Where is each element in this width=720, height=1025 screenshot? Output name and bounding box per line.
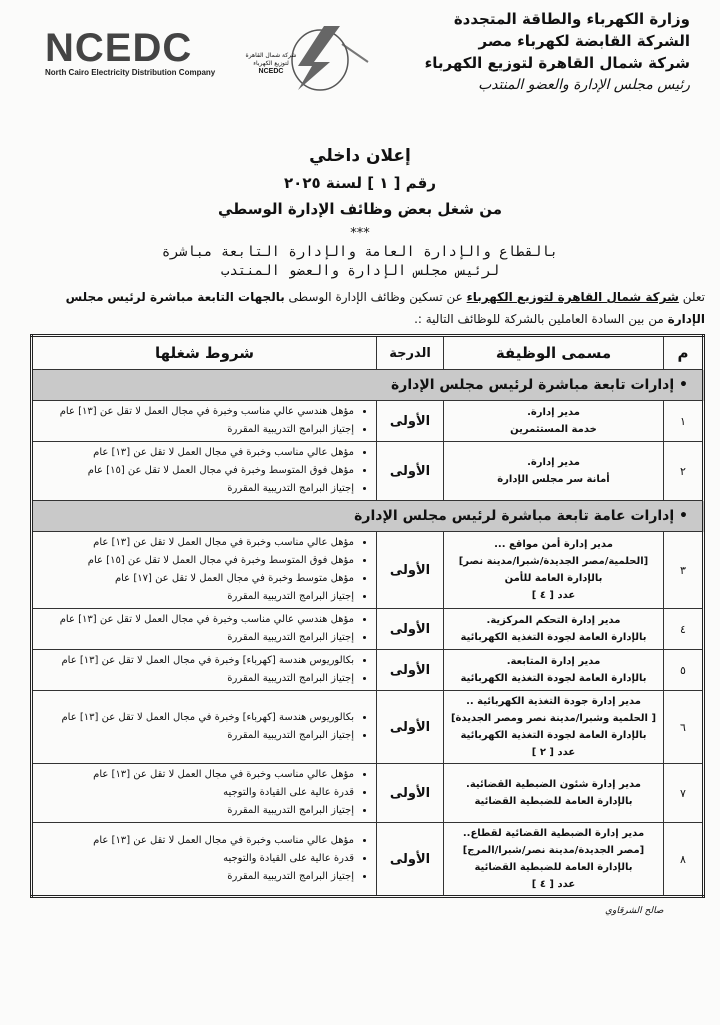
job-grade: الأولى <box>377 442 444 501</box>
table-row <box>32 532 704 609</box>
job-title <box>444 650 664 691</box>
emblem-acronym: NCEDC <box>258 68 284 75</box>
announcement-subject: من شغل بعض وظائف الإدارة الوسطي <box>217 200 502 218</box>
job-grade: الأولى <box>377 691 444 764</box>
condition-item: • مؤهل عالي مناسب وخبرة في مجال العمل لا تقل عن [١٣] عام <box>33 534 354 552</box>
job-title-line: بالإدارة العامة لجودة التغذية الكهربائية <box>460 730 647 741</box>
row-number: ٣ <box>664 532 704 609</box>
job-title-line: مدير إدارة المتابعة. <box>506 656 601 667</box>
table-row <box>32 691 704 764</box>
job-title-line: مدير إدارة. <box>527 407 580 418</box>
jobs-table <box>30 334 705 898</box>
header-num: م <box>664 336 704 370</box>
table-row <box>32 401 704 442</box>
row-number: ٤ <box>664 609 704 650</box>
job-grade: الأولى <box>377 532 444 609</box>
job-title <box>444 764 664 823</box>
job-title-line: خدمة المستثمرين <box>510 424 597 435</box>
job-title-line: مدير إدارة شئون الضبطية القضائية. <box>466 779 641 790</box>
body-flow <box>25 286 705 916</box>
header-conditions: شروط شغلها <box>32 336 377 370</box>
condition-item: • إجتياز البرامج التدريبية المقررة <box>33 629 354 647</box>
announcement-number: رقم [ ١ ] لسنة ٢٠٢٥ <box>284 174 436 192</box>
job-title-line: [مصر الجديدة/مدينة نصر/شبرا/المرج] <box>462 845 645 856</box>
intro-paragraph <box>25 286 705 330</box>
job-title-line: مدير إدارة أمن مواقع ... <box>494 539 613 550</box>
section-row <box>32 501 704 532</box>
job-title <box>444 823 664 897</box>
job-title-line: [ الحلمية وشبرا/مدينة نصر ومصر الجديدة] <box>450 713 657 724</box>
job-title-line: [الحلمية/مصر الجديدة/شبرا/مدينة نصر] <box>458 556 649 567</box>
job-conditions <box>32 609 377 650</box>
job-title <box>444 691 664 764</box>
condition-item: • إجتياز البرامج التدريبية المقررة <box>33 421 354 439</box>
condition-item: • مؤهل هندسي عالي مناسب وخبرة في مجال العمل لا تقل عن [١٣] عام <box>33 611 354 629</box>
signatory-title: رئيس مجلس الإدارة والعضو المنتدب <box>478 77 690 93</box>
initials-signature: صالح الشرقاوي <box>605 906 664 916</box>
table-row <box>32 650 704 691</box>
intro-company: شركة شمال القاهرة لتوزيع الكهرباء <box>466 290 679 304</box>
table-row <box>32 764 704 823</box>
logo-company-name: North Cairo Electricity Distribution Company <box>45 68 216 77</box>
row-number: ١ <box>664 401 704 442</box>
job-title-line: مدير إدارة الضبطية القضائية لقطاع.. <box>462 828 645 839</box>
ncedc-logo <box>45 26 216 77</box>
job-title-line: بالإدارة العامة لجودة التغذية الكهربائية <box>460 632 647 643</box>
table-row <box>32 442 704 501</box>
condition-item: • بكالوريوس هندسة [كهرباء] وخبرة في مجال العمل لا تقل عن [١٣] عام <box>33 652 354 670</box>
job-grade: الأولى <box>377 609 444 650</box>
condition-item: • بكالوريوس هندسة [كهرباء] وخبرة في مجال العمل لا تقل عن [١٣] عام <box>33 709 354 727</box>
job-title-line: بالإدارة العامة للضبطية القضائية <box>474 862 633 873</box>
company-name: شركة شمال القاهرة لتوزيع الكهرباء <box>424 54 690 72</box>
separator-stars: *** <box>350 226 370 241</box>
condition-item: • مؤهل عالي مناسب وخبرة في مجال العمل لا تقل عن [١٣] عام <box>33 444 354 462</box>
job-conditions <box>32 691 377 764</box>
condition-item: • إجتياز البرامج التدريبية المقررة <box>33 868 354 886</box>
intro-text: تعلن <box>682 290 705 304</box>
section-label: • إدارات عامة تابعة مباشرة لرئيس مجلس الإدارة <box>32 501 704 532</box>
condition-item: • مؤهل عالي مناسب وخبرة في مجال العمل لا تقل عن [١٣] عام <box>33 832 354 850</box>
condition-item: • إجتياز البرامج التدريبية المقررة <box>33 480 354 498</box>
announcement-title: إعلان داخلي <box>309 146 411 166</box>
job-title-line: بالإدارة العامة للضبطية القضائية <box>474 796 633 807</box>
row-number: ٧ <box>664 764 704 823</box>
condition-item: • قدرة عالية على القيادة والتوجيه <box>33 784 354 802</box>
emblem-text-block <box>240 52 302 76</box>
logo-acronym: NCEDC <box>45 26 193 70</box>
table-row <box>32 823 704 897</box>
condition-item: • مؤهل عالي مناسب وخبرة في مجال العمل لا تقل عن [١٣] عام <box>33 766 354 784</box>
condition-item: • مؤهل فوق المتوسط وخبرة في مجال العمل لا تقل عن [١٥] عام <box>33 552 354 570</box>
ministry-name: وزارة الكهرباء والطاقة المتجددة <box>453 10 690 28</box>
letterhead <box>390 8 690 96</box>
job-title-line: أمانة سر مجلس الإدارة <box>497 474 610 485</box>
job-grade: الأولى <box>377 401 444 442</box>
job-conditions <box>32 650 377 691</box>
table-header-row <box>32 336 704 370</box>
job-title-line: بالإدارة العامة للأمن <box>504 573 603 584</box>
condition-item: • إجتياز البرامج التدريبية المقررة <box>33 727 354 745</box>
condition-item: • مؤهل متوسط وخبرة في مجال العمل لا تقل عن [١٧] عام <box>33 570 354 588</box>
intro-bold: بالجهات التابعة مباشرة لرئيس <box>107 290 285 304</box>
section-label-text: إدارات عامة تابعة مباشرة لرئيس مجلس الإدارة <box>354 508 675 524</box>
section-label: • إدارات تابعة مباشرة لرئيس مجلس الإدارة <box>32 370 704 401</box>
row-number: ٥ <box>664 650 704 691</box>
condition-item: • إجتياز البرامج التدريبية المقررة <box>33 802 354 820</box>
job-conditions <box>32 442 377 501</box>
job-grade: الأولى <box>377 764 444 823</box>
job-grade: الأولى <box>377 823 444 897</box>
job-title-line: عدد [ ٢ ] <box>531 747 576 758</box>
subtitle-line-1: بالقطاع والإدارة العامة والإدارة التابعة مباشرة <box>161 244 559 260</box>
job-grade: الأولى <box>377 650 444 691</box>
emblem-text: شركة شمال القاهرة لتوزيع الكهرباء <box>245 52 297 67</box>
row-number: ٢ <box>664 442 704 501</box>
section-row <box>32 370 704 401</box>
job-title <box>444 532 664 609</box>
condition-item: • إجتياز البرامج التدريبية المقررة <box>33 670 354 688</box>
job-title-line: عدد [ ٤ ] <box>531 879 576 890</box>
job-title-line: عدد [ ٤ ] <box>531 590 576 601</box>
intro-text: عن تسكين وظائف الإدارة الوسطى <box>288 290 463 304</box>
holding-company-name: الشركة القابضة لكهرباء مصر <box>478 32 690 50</box>
header-grade: الدرجة <box>377 336 444 370</box>
job-title <box>444 401 664 442</box>
job-conditions <box>32 823 377 897</box>
subtitle-line-2: لرئيس مجلس الإدارة والعضو المنتدب <box>220 263 500 279</box>
table-row <box>32 609 704 650</box>
intro-bold: مجلس الإدارة <box>65 290 705 326</box>
row-number: ٦ <box>664 691 704 764</box>
company-emblem <box>240 22 350 96</box>
row-number: ٨ <box>664 823 704 897</box>
job-conditions <box>32 532 377 609</box>
job-title <box>444 609 664 650</box>
job-title-line: مدير إدارة جودة التغذية الكهربائية .. <box>466 696 641 707</box>
condition-item: • قدرة عالية على القيادة والتوجيه <box>33 850 354 868</box>
job-conditions <box>32 764 377 823</box>
intro-text: من بين السادة العاملين بالشركة للوظائف التالية :. <box>414 312 664 326</box>
job-title-line: مدير إدارة التحكم المركزية. <box>486 615 621 626</box>
job-title <box>444 442 664 501</box>
condition-item: • مؤهل فوق المتوسط وخبرة في مجال العمل لا تقل عن [١٥] عام <box>33 462 354 480</box>
job-title-line: بالإدارة العامة لجودة التغذية الكهربائية <box>460 673 647 684</box>
section-label-text: إدارات تابعة مباشرة لرئيس مجلس الإدارة <box>391 377 675 393</box>
condition-item: • مؤهل هندسي عالي مناسب وخبرة في مجال العمل لا تقل عن [١٣] عام <box>33 403 354 421</box>
condition-item: • إجتياز البرامج التدريبية المقررة <box>33 588 354 606</box>
job-conditions <box>32 401 377 442</box>
job-title-line: مدير إدارة. <box>527 457 580 468</box>
header-title: مسمى الوظيفة <box>444 336 664 370</box>
